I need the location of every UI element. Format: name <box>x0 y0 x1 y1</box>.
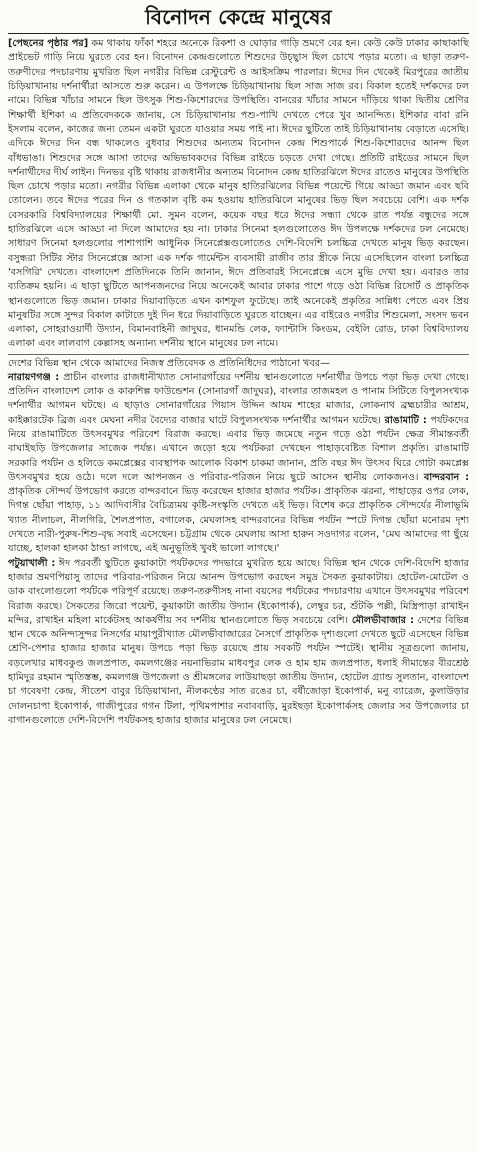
section-divider <box>8 354 469 355</box>
moulvibazar-label: মৌলভীবাজার : <box>351 614 414 626</box>
patuakhali-label: পটুয়াখালী : <box>8 557 56 569</box>
jump-label: [পেছনের পৃষ্ঠার পর] <box>8 38 89 50</box>
rangamati-label: রাঙামাটি : <box>384 414 427 426</box>
regional-paragraph <box>8 357 469 729</box>
bandarban-text: প্রাকৃতিক সৌন্দর্য উপভোগ করতে বান্দরবানে ভিড় করেছেন হাজার হাজার পর্যটক। প্রাকৃতিক ঝরনা, পাহাড়ের ওপর লেক, দিগন্ত ছোঁয়া পাহাড়, ১১ আদিবাসীর বৈচিত্র্যময় কৃষ্টি-সংস্কৃতি দেখতে এই ভিড়। বিশেষ করে প্রাকৃতিক সৌন্দর্যের নীলাভূমি খ্যাত নীলাচল, নীলগিরি, শৈলপ্রপাত, বগালেক, মেঘলাসহ বান্দরবানের বিভিন্ন পর্যটন স্পটে দিগন্ত ছোঁয়া মনোরম দৃশ্য দেখতে নারী-পুরুষ-শিশু-বৃদ্ধ সবাই এসেছেন। চট্টগ্রাম থেকে মেঘলায় আসা হারুন সওদাগর বলেন, 'মেঘ আমাদের গা ছুঁয়ে যাচ্ছে, হালকা হালকা ঠান্ডা লাগছে, এই অনুভূতিই খুবই ভালো লাগছে।' <box>8 486 469 555</box>
bandarban-label: বান্দরবান : <box>424 471 469 483</box>
headline: বিনোদন কেন্দ্রে মানুষের <box>145 5 332 29</box>
headline-rule <box>8 33 469 34</box>
regional-intro: দেশের বিভিন্ন স্থান থেকে আমাদের নিজস্ব প্রতিবেদক ও প্রতিনিধিদের পাঠানো খবর— <box>8 357 330 369</box>
moulvibazar-text: দেশের বিভিন্ন স্থান থেকে অনিন্দ্যসুন্দর নিসর্গের মায়াপুরীখ্যাত মৌলভীবাজারের নৈসর্গে প্রাকৃতিক দৃশ্যগুলো দেখতে ছুটে এসেছেন বিভিন্ন শ্রেণি-পেশার হাজার হাজার মানুষ। উপচে পড়া ভিড় রয়েছে প্রায় সবকটি পর্যটন স্পটেই। স্থানীয় সূত্রগুলো জানায়, বড়লেখার মাধবকুণ্ড জলপ্রপাত, কমলগঞ্জের নয়নাভিরাম মাধবপুর লেক ও হাম হাম জলপ্রপাত, ধলাই সীমান্তের বীরশ্রেষ্ঠ হামিদুর রহমান স্মৃতিস্তম্ভ, কমলগঞ্জ উপজেলা ও শ্রীমঙ্গলের লাউয়াছড়া জাতীয় উদ্যান, হোটেল গ্র্যান্ড সুলতান, বাংলাদেশ চা গবেষণা কেন্দ্র, সীতেশ বাবুর চিড়িয়াখানা, নীলকণ্ঠের সাত রঙের চা, বর্ষীজোড়া ইকোপার্ক, মনু ব্যারেজ, কুলাউড়ার দোলনচাপা ইকোপার্ক, গাজীপুরের গগন টিলা, পৃথিমপাশার নবাববাড়ি, মুরইছড়া ইকোপার্কসহ জেলার সব উপজেলার চা বাগানগুলোতে দেশি-বিদেশি পর্যটকসহ হাজার হাজার মানুষের ঢল নেমেছে। <box>8 614 469 726</box>
intro-text: কম থাকায় ফাঁকা শহরে অনেকে রিকশা ও ঘোড়ার গাড়ি ভ্রমণে বের হন। কেউ কেউ ঢাকার কাছাকাছি প্রাইভেট গাড়ি নিয়ে ঘুরতে বের হন। বিনোদন কেন্দ্রগুলোতে শিশুদের উচ্ছ্বাস ছিল চোখে পড়ার মতো। এ ছাড়া তরুণ-তরুণীদের পদচারণায় মুখরিত ছিল নগরীর বিভিন্ন রেস্টুরেন্ট ও আইসক্রিম পারলার। ঈদের দিন থেকেই মিরপুরের জাতীয় চিড়িয়াখানায় দর্শনার্থীরা আসতে শুরু করেন। এ উপলক্ষে চিড়িয়াখানায় ছিল সাজ সাজ রব। বিকাল হতেই দর্শকদের ঢল নামে। বিভিন্ন খাঁচার সামনে ছিল উৎসুক শিশু-কিশোরদের উপস্থিতি। বানরের খাঁচার সামনে দাঁড়িয়ে থাকা দ্বিতীয় শ্রেণির শিক্ষার্থী ইশিকা এ প্রতিবেদককে জানায়, সে চিড়িয়াখানায় পশু-পাখি দেখতে পেরে খুব আনন্দিত। ইশিকার বাবা রনি ইসলাম বলেন, কাজের জন্য তেমন একটা ঘুরতে যাওয়ার সময় পাই না। ঈদের ছুটিতে তাই চিড়িয়াখানায় বেড়াতে এসেছি। এদিকে ঈদের দিন বন্ধ থাকলেও বুধবার শিশুদের অন্যতম বিনোদন কেন্দ্র শিশুপার্কে শিশু-কিশোরদের আনন্দ ছিল বাঁধভাঙা। শিশুদের সঙ্গে আসা তাদের অভিভাবকদের বিভিন্ন রাইডে চড়তে দেখা গেছে। প্রতিটি রাইডের সামনে ছিল দর্শনার্থীদের দীর্ঘ লাইন। দিনভর বৃষ্টি থাকায় রাজধানীর অন্যতম বিনোদন কেন্দ্র হাতিরঝিলে ঈদের রাতেও মানুষের উপস্থিতি ছিল চোখে পড়ার মতো। নগরীর বিভিন্ন এলাকা থেকে মানুষ হাতিরঝিলের বিভিন্ন পয়েন্টে গিয়ে আড্ডা জমান এবং ছবি তোলেন। তবে ঈদের পরের দিন ও গতকাল বৃষ্টি কম হওয়ায় হাতিরঝিলে মানুষের ভিড় ছিল সবচেয়ে বেশি। এক দর্শক বেসরকারি বিশ্ববিদ্যালয়ের শিক্ষার্থী মো. সুমন বলেন, কয়েক বছর ধরে ঈদের সন্ধ্যা থেকে রাত পর্যন্ত বন্ধুদের সঙ্গে হাতিরঝিলে এসে আড্ডা না দিলে আমাদের হয় না। ঢাকার সিনেমা হলগুলোতেও ঈদ উপলক্ষে দর্শকদের ঢল নেমেছে। সাধারণ সিনেমা হলগুলোর পাশাপাশি আধুনিক সিনেপ্লেক্সগুলোতেও দেশি-বিদেশি চলচ্চিত্র দেখতে মানুষ ভিড় করছেন। বসুন্ধরা সিটির স্টার সিনেপ্লেক্সে আসা এক দর্শক গার্মেন্টস ব্যবসায়ী রাজীব তার স্ত্রীকে নিয়ে এসেছিলেন বাংলা চলচ্চিত্র 'বসগিরি' দেখতে। বাংলাদেশ প্রতিদিনকে তিনি জানান, ঈদে প্রতিবারই সিনেপ্লেক্সে এসে মুভি দেখা হয়। এবারও তার ব্যতিক্রম হয়নি। এ ছাড়া ছুটিতে আপনজনদের নিয়ে অনেকেই আবার ঢাকার পাশে গড়ে ওঠা বিভিন্ন রিসোর্ট ও প্রাকৃতিক স্থানগুলোতে ভিড় জমান। ঢাকার দিয়াবাড়িতে এখন কাশফুল ফুটেছে। তাই অনেকেই প্রকৃতির সান্নিধ্য পেতে এবং প্রিয় মানুষটির সঙ্গে সুন্দর বিকাল কাটাতে দুই দিন ধরে দিয়াবাড়িতে ঘুরতে যাচ্ছেন। এর বাইরেও নগরীর শিশুমেলা, সংসদ ভবন এলাকা, সোহরাওয়ার্দী উদ্যান, বিমানবাহিনী জাদুঘর, ধানমন্ডি লেক, ফ্যান্টাসি কিংডম, বেইলি রোড, ঢাকা বিশ্ববিদ্যালয় এলাকা এবং লালবাগ কেল্লাসহ অন্যান্য দর্শনীয় স্থানে মানুষের ঢল নামে। <box>8 38 469 350</box>
narayanganj-text: প্রাচীন বাংলার রাজধানীখ্যাত সোনারগাঁয়ের দর্শনীয় স্থানগুলোতে দর্শনার্থীর উপচে পড়া ভিড় দেখা গেছে। প্রতিদিন বাংলাদেশ লোক ও কারুশিল্প ফাউন্ডেশন (সোনারগাঁ জাদুঘর), বাংলার তাজমহল ও পানাম সিটিতে বিপুলসংখ্যক দর্শনার্থীর আগমন ঘটছে। এ ছাড়াও সোনারগাঁয়ের গিয়াস উদ্দিন আযম শাহের মাজার, লোকনাথ ব্রহ্মচারীর আশ্রম, কাইক্কারটেক ব্রিজ এবং মেঘনা নদীর বৈদ্যের বাজার ঘাটে বিপুলসংখ্যক দর্শনার্থীর আগমন ঘটেছে। <box>8 371 469 426</box>
patuakhali-text: ঈদ পরবর্তী ছুটিতে কুয়াকাটা পর্যটকদের পদভারে মুখরিত হয়ে আছে। বিভিন্ন স্থান থেকে দেশি-বিদেশি হাজার হাজার ভ্রমণপিয়াসু তাদের পরিবার-পরিজন নিয়ে আনন্দ উপভোগ করছেন সমুদ্র সৈকত কুয়াকাটায়। হোটেল-মোটেল ও ডাক বাংলোগুলো পর্যটকে পরিপূর্ণ রয়েছে। তরুণ-তরুণীসহ নানা বয়সের পর্যটকের পদচারণায় এখানে উৎসবমুখর পরিবেশ বিরাজ করছে। সৈকতের জিরো পয়েন্ট, কুয়াকাটা জাতীয় উদ্যান (ইকোপার্ক), লেম্বুর চর, শুঁটকি পল্লী, মিস্ত্রিপাড়া রাখাইন মন্দির, রাখাইন মহিলা মার্কেটসহ আকর্ষণীয় সব দর্শনীয় স্থানগুলোতে ভিড় সবচেয়ে বেশি। <box>8 557 470 626</box>
rangamati-text: পর্যটকদের নিয়ে রাঙামাটিতে উৎসবমুখর পরিবেশ বিরাজ করছে। এবার ভিড় জমেছে নতুন গড়ে ওঠা পর্যটন ক্ষেত্র সীমান্তবর্তী বাঘাইছড়ি উপজেলার সাজেক পর্যন্ত। এখানে জড়ো হয়ে পর্যটকরা দেখছেন পাহাড়বেষ্টিত বিশাল প্রকৃতি। রাঙামাটি সরকারি পর্যটন ও হলিডে কমপ্লেক্সের ব্যবস্থাপক আলোক বিকাশ চাকমা জানান, প্রতি বছর ঈদ উৎসব ঘিরে গোটা কমপ্লেক্স উৎসবমুখর হয়ে ওঠে। দলে দলে আপনজন ও পরিবার-পরিজন নিয়ে ছুটে আসেন স্থানীয় লোকজনও। <box>8 414 469 483</box>
narayanganj-label: নারায়ণগঞ্জ : <box>8 371 60 383</box>
intro-paragraph <box>8 37 469 352</box>
